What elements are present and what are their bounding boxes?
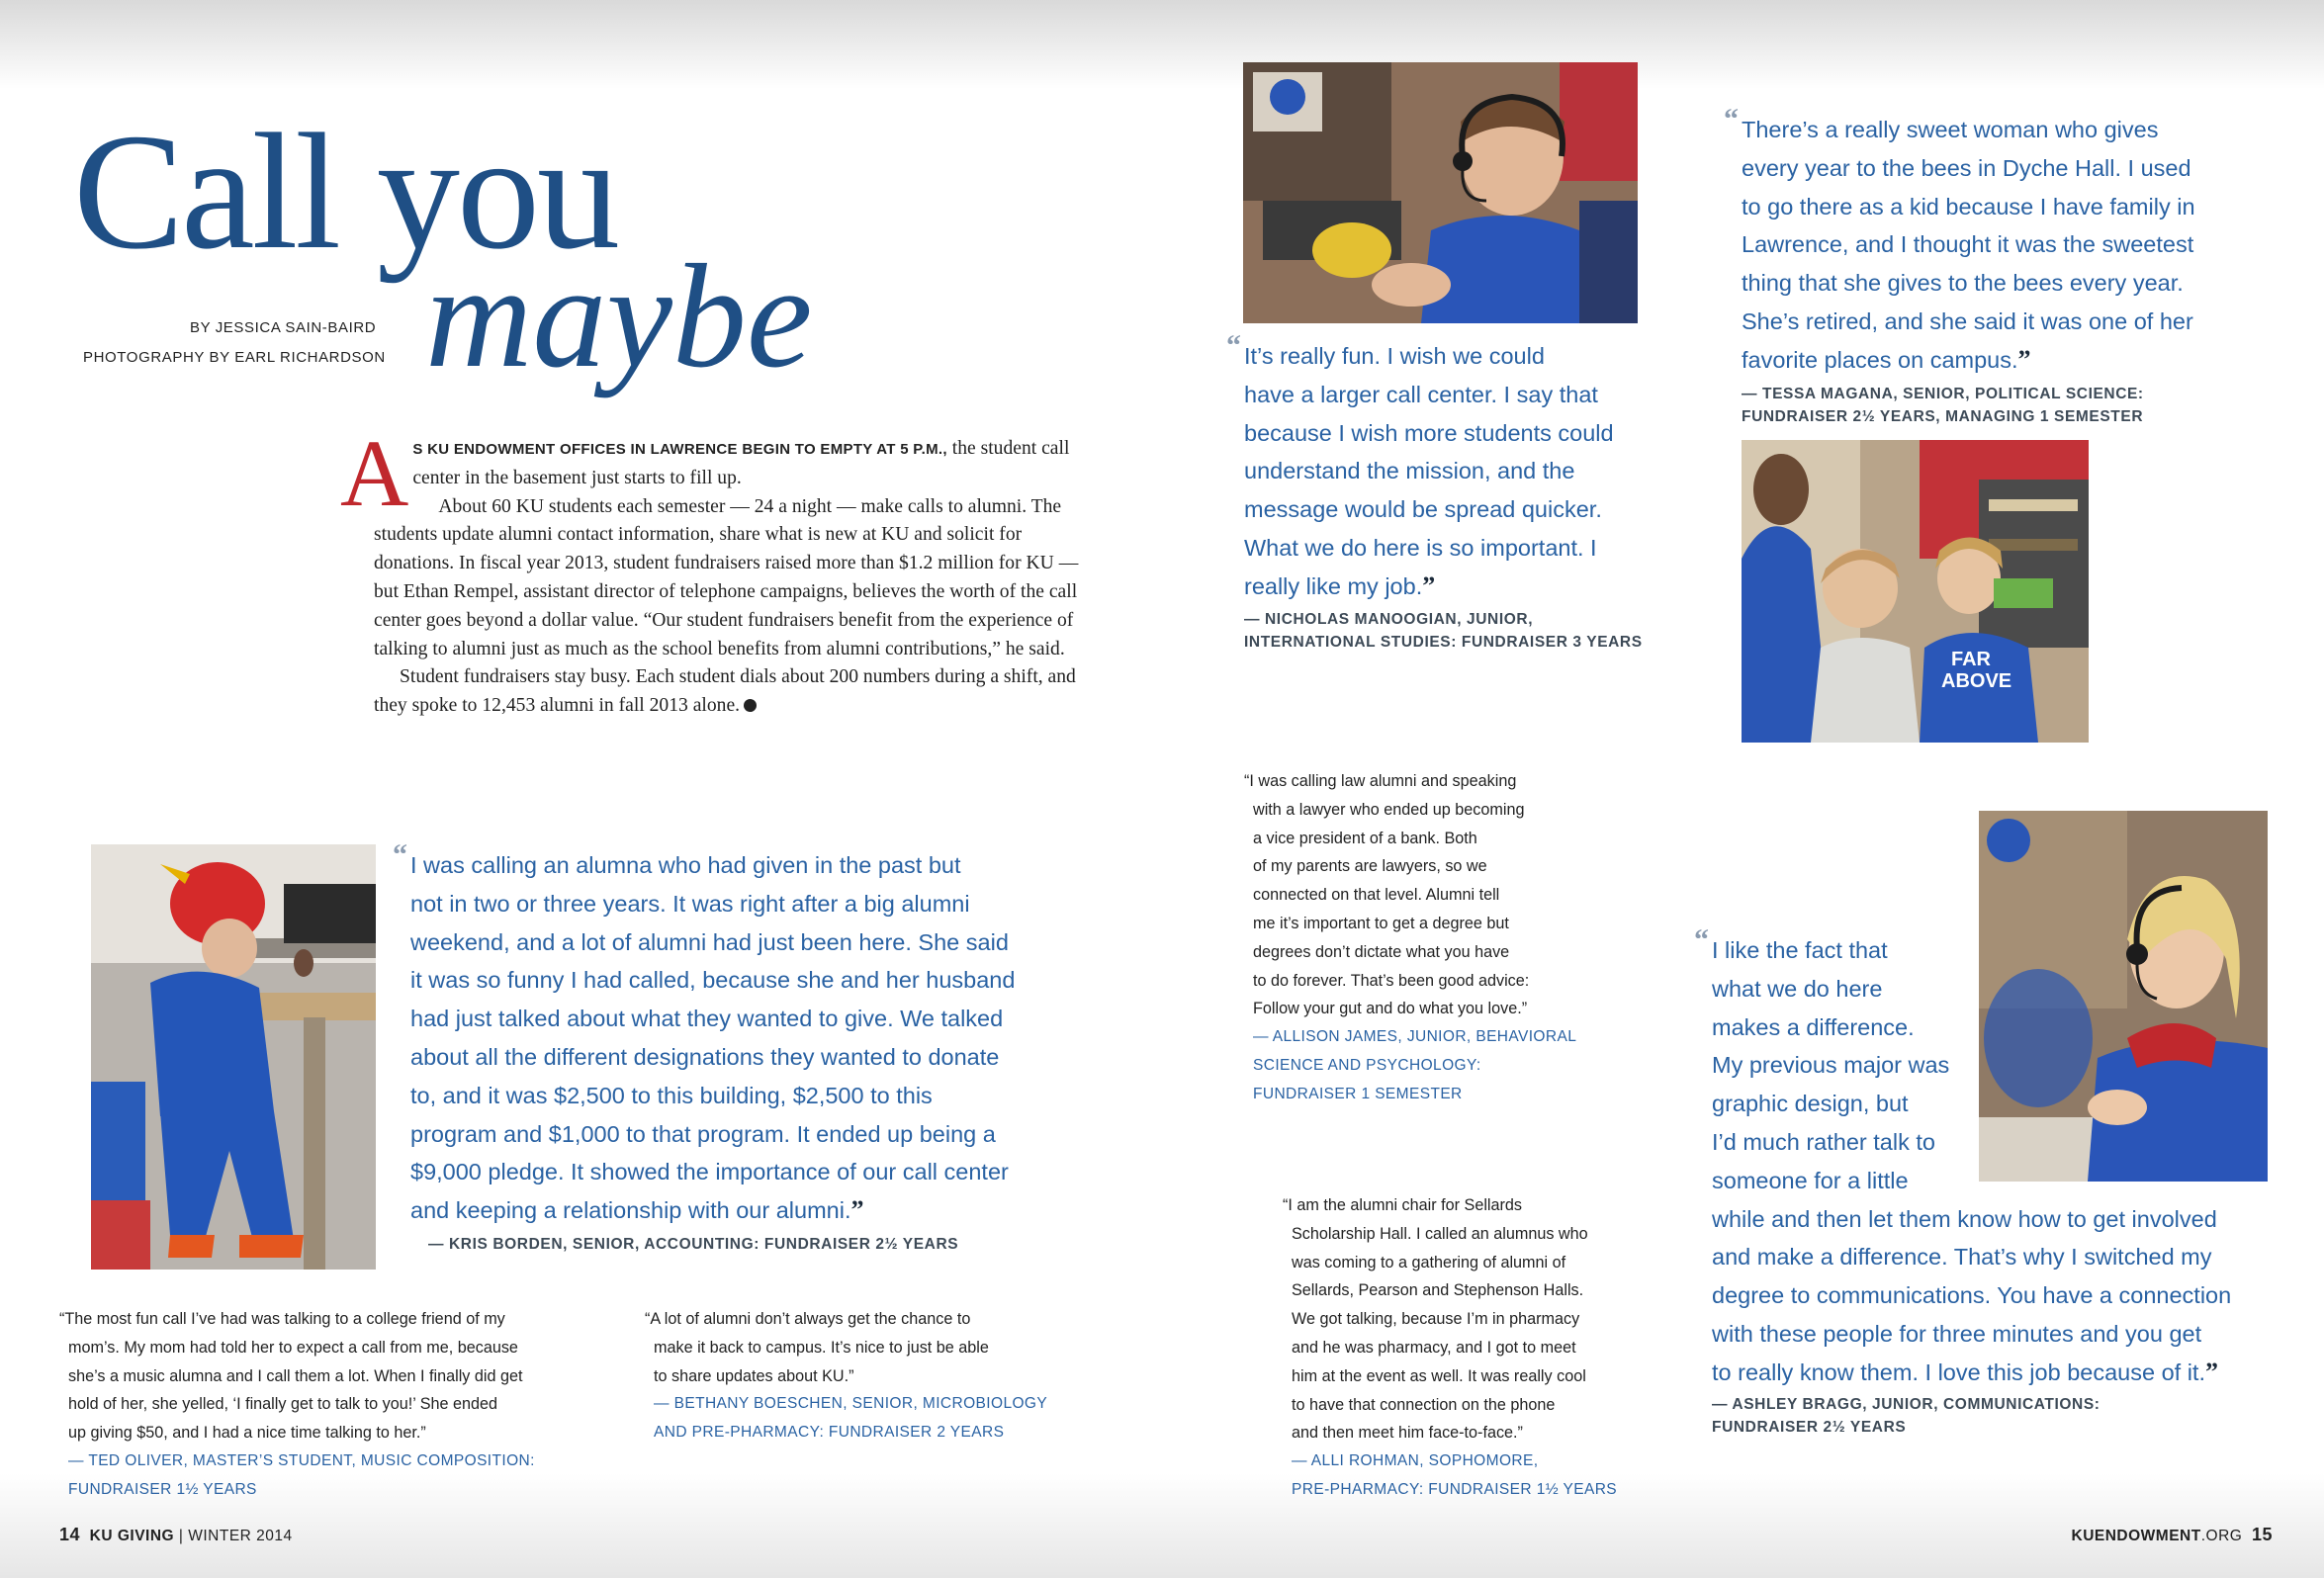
attribution-alli: — ALLI ROHMAN, SOPHOMORE, [1292,1452,1539,1470]
open-quote-mark: “ [1226,329,1241,362]
quote-line: and then meet him face-to-face.” [1292,1424,1523,1443]
quote-line: not in two or three years. It was right after a big alumni [410,890,970,917]
quote-line: I’d much rather talk to [1712,1128,1935,1155]
quote-line: It’s really fun. I wish we could [1244,343,1545,369]
issue-date: WINTER 2014 [188,1528,293,1544]
quote-line: She’s retired, and she said it was one of her [1742,307,2193,334]
quote-line: to share updates about KU.” [654,1366,854,1385]
quote-ted-oliver [59,1305,535,1505]
quote-ashley-bragg [1694,923,2305,1392]
quote-line: and make a difference. That’s why I switched my [1712,1244,2212,1271]
attribution-nicholas [1244,608,1643,654]
footer-separator: | [174,1528,189,1544]
quote-line [1742,341,2295,380]
quote-allison-james [1244,767,1576,1109]
site-name: KUENDOWMENT [2071,1528,2201,1544]
article-paragraph-text: Student fundraisers stay busy. Each student dials about 200 numbers during a shift, and they spoke to 12,453 alumni in fall 2013 alone. [374,666,1076,717]
quote-line: Scholarship Hall. I called an alumnus who [1292,1224,1588,1243]
quote-line-text: really like my job. [1244,572,1423,599]
attribution-kris: — KRIS BORDEN, SENIOR, ACCOUNTING: FUNDRAISER 2½ YEARS [428,1236,959,1253]
close-quote-mark: ” [1422,570,1436,600]
quote-line: make it back to campus. It’s nice to just be able [654,1338,989,1357]
photo-far-above-caller [1742,440,2089,743]
end-mark-icon [744,699,757,712]
attribution-line: FUNDRAISER 2½ YEARS, MANAGING 1 SEMESTER [1742,408,2144,425]
page-number-left: 14 [59,1525,81,1544]
attribution-alli: PRE-PHARMACY: FUNDRAISER 1½ YEARS [1292,1480,1618,1498]
publication-name: KU GIVING [89,1528,175,1544]
article-body [340,420,1086,721]
quote-line: I was calling an alumna who had given in the past but [410,852,961,878]
quote-line: Follow your gut and do what you love.” [1253,1000,1528,1018]
article-paragraph-last [374,663,1086,721]
attribution-line: — TESSA MAGANA, SENIOR, POLITICAL SCIENCE: [1742,386,2144,402]
attribution-allison: — ALLISON JAMES, JUNIOR, BEHAVIORAL [1253,1028,1577,1046]
quote-line: me it’s important to get a degree but [1253,914,1509,932]
quote-line: with these people for three minutes and you get [1712,1320,2202,1347]
byline: BY JESSICA SAIN-BAIRD [190,319,377,336]
quote-line: degrees don’t dictate what you have [1253,942,1510,961]
quote-line: to go there as a kid because I have family in [1742,193,2195,219]
footer-right [2072,1525,2274,1545]
headline-call-you: Call you [73,100,617,284]
quote-line: every year to the bees in Dyche Hall. I used [1742,154,2191,181]
quote-line: $9,000 pledge. It showed the importance of our call center [410,1159,1009,1185]
attribution-tessa [1742,383,2144,428]
shirt-text-above: ABOVE [1941,670,2012,692]
quote-line: a vice president of a bank. Both [1253,829,1477,847]
quote-line: was coming to a gathering of alumni of [1292,1253,1566,1271]
quote-line: while and then let them know how to get involved [1712,1205,2217,1232]
quote-nicholas-manoogian [1226,329,1659,606]
quote-line: I like the fact that [1712,937,1888,963]
quote-line: up giving $50, and I had a nice time talking to her.” [68,1424,426,1443]
quote-line: Sellards, Pearson and Stephenson Halls. [1292,1281,1584,1300]
quote-line-text: to really know them. I love this job because of it. [1712,1359,2205,1385]
attribution-line: — NICHOLAS MANOOGIAN, JUNIOR, [1244,611,1534,628]
quote-line [1244,568,1659,606]
quote-line: My previous major was [1712,1052,1950,1079]
open-quote-mark: “ [393,838,407,871]
attribution-allison: SCIENCE AND PSYCHOLOGY: [1253,1056,1481,1074]
quote-line: degree to communications. You have a connection [1712,1282,2232,1309]
quote-line: Lawrence, and I thought it was the sweetest [1742,231,2194,258]
quote-line: of my parents are lawyers, so we [1253,857,1487,876]
attribution-line: FUNDRAISER 2½ YEARS [1712,1419,1907,1436]
quote-line: makes a difference. [1712,1013,1915,1040]
quote-tessa-magana [1724,103,2295,380]
article-lead [374,435,1086,493]
quote-line: mom’s. My mom had told her to expect a call from me, because [68,1338,518,1357]
quote-line: someone for a little [1712,1167,1909,1193]
quote-line: connected on that level. Alumni tell [1253,886,1500,905]
quote-line: “I am the alumni chair for Sellards [1283,1196,1523,1214]
attribution-bethany: — BETHANY BOESCHEN, SENIOR, MICROBIOLOGY [654,1395,1048,1413]
quote-line: to do forever. That’s been good advice: [1253,971,1530,990]
lead-caps: S KU ENDOWMENT OFFICES IN LAWRENCE BEGIN TO EMPTY AT 5 P.M., [412,441,947,458]
quote-line: and he was pharmacy, and I got to meet [1292,1338,1576,1357]
quote-line: “The most fun call I’ve had was talking to a college friend of my [59,1310,505,1328]
quote-line-text: and keeping a relationship with our alumni. [410,1197,851,1224]
quote-line: have a larger call center. I say that [1244,381,1598,407]
attribution-line: INTERNATIONAL STUDIES: FUNDRAISER 3 YEARS [1244,634,1643,651]
quote-line: to, and it was $2,500 to this building, $2,500 to this [410,1082,933,1108]
attribution-line: — ASHLEY BRAGG, JUNIOR, COMMUNICATIONS: [1712,1396,2101,1413]
drop-cap: A [340,420,409,526]
headline-maybe: maybe [425,234,813,398]
photo-headset-caller [1243,62,1638,323]
close-quote-mark: ” [2017,344,2031,374]
attribution-ashley [1712,1393,2101,1439]
footer-left [59,1525,293,1545]
quote-line: “A lot of alumni don’t always get the chance to [645,1310,971,1328]
quote-line [1712,1354,2305,1392]
quote-line: to have that connection on the phone [1292,1395,1556,1414]
photo-mascot-caller [91,844,376,1270]
quote-line: graphic design, but [1712,1091,1909,1117]
close-quote-mark: ” [2204,1357,2218,1386]
page-number-right: 15 [2251,1525,2273,1544]
quote-line: with a lawyer who ended up becoming [1253,800,1525,819]
quote-line: We got talking, because I’m in pharmacy [1292,1310,1580,1329]
close-quote-mark: ” [850,1195,864,1225]
quote-line: it was so funny I had called, because she and her husband [410,967,1016,994]
site-domain: .ORG [2200,1528,2243,1544]
quote-line: she’s a music alumna and I call them a lot. When I finally did get [68,1366,523,1385]
open-quote-mark: “ [1694,923,1709,956]
article-paragraph: About 60 KU students each semester — 24 a night — make calls to alumni. The students update alumni contact information, share what is new at KU and solicit for donations. In fiscal year 2013, student fundraisers raised more than $1.2 million for KU — but Ethan Rempel, assistant director of telephone campaigns, believes the worth of the call center goes beyond a dollar value. “Our student fundraisers benefit from the experience of talking to alumni just as much as the school benefits from alumni contributions,” he said. [374,495,1079,659]
quote-line: weekend, and a lot of alumni had just been here. She said [410,928,1009,955]
quote-line: message would be spread quicker. [1244,496,1602,523]
attribution-ted: FUNDRAISER 1½ YEARS [68,1480,257,1498]
quote-line [410,1191,1083,1230]
quote-bethany-boeschen [645,1305,1047,1447]
quote-line: thing that she gives to the bees every year. [1742,270,2184,297]
quote-line: understand the mission, and the [1244,458,1575,484]
attribution-bethany: AND PRE-PHARMACY: FUNDRAISER 2 YEARS [654,1424,1005,1442]
quote-line: There’s a really sweet woman who gives [1742,117,2159,142]
quote-line: because I wish more students could [1244,419,1614,446]
quote-line: him at the event as well. It was really cool [1292,1366,1586,1385]
quote-kris-borden [393,838,1083,1230]
quote-line: had just talked about what they wanted to give. We talked [410,1006,1004,1032]
quote-line-text: favorite places on campus. [1742,346,2018,373]
photo-credit: PHOTOGRAPHY BY EARL RICHARDSON [83,349,386,366]
quote-alli-rohman [1283,1191,1617,1505]
attribution-allison: FUNDRAISER 1 SEMESTER [1253,1085,1463,1102]
attribution-ted: — TED OLIVER, MASTER’S STUDENT, MUSIC COMPOSITION: [68,1451,535,1469]
quote-line: hold of her, she yelled, ‘I finally get to talk to you!’ She ended [68,1395,498,1414]
lead-rest: the student call center in the basement just starts to fill up. [412,438,1070,488]
quote-line: “I was calling law alumni and speaking [1244,772,1517,790]
quote-line: about all the different designations they wanted to donate [410,1043,1000,1070]
quote-line: What we do here is so important. I [1244,534,1597,561]
open-quote-mark: “ [1724,103,1739,135]
shirt-text-far: FAR [1951,649,1991,670]
quote-line: what we do here [1712,975,1883,1002]
quote-line: program and $1,000 to that program. It ended up being a [410,1120,996,1147]
